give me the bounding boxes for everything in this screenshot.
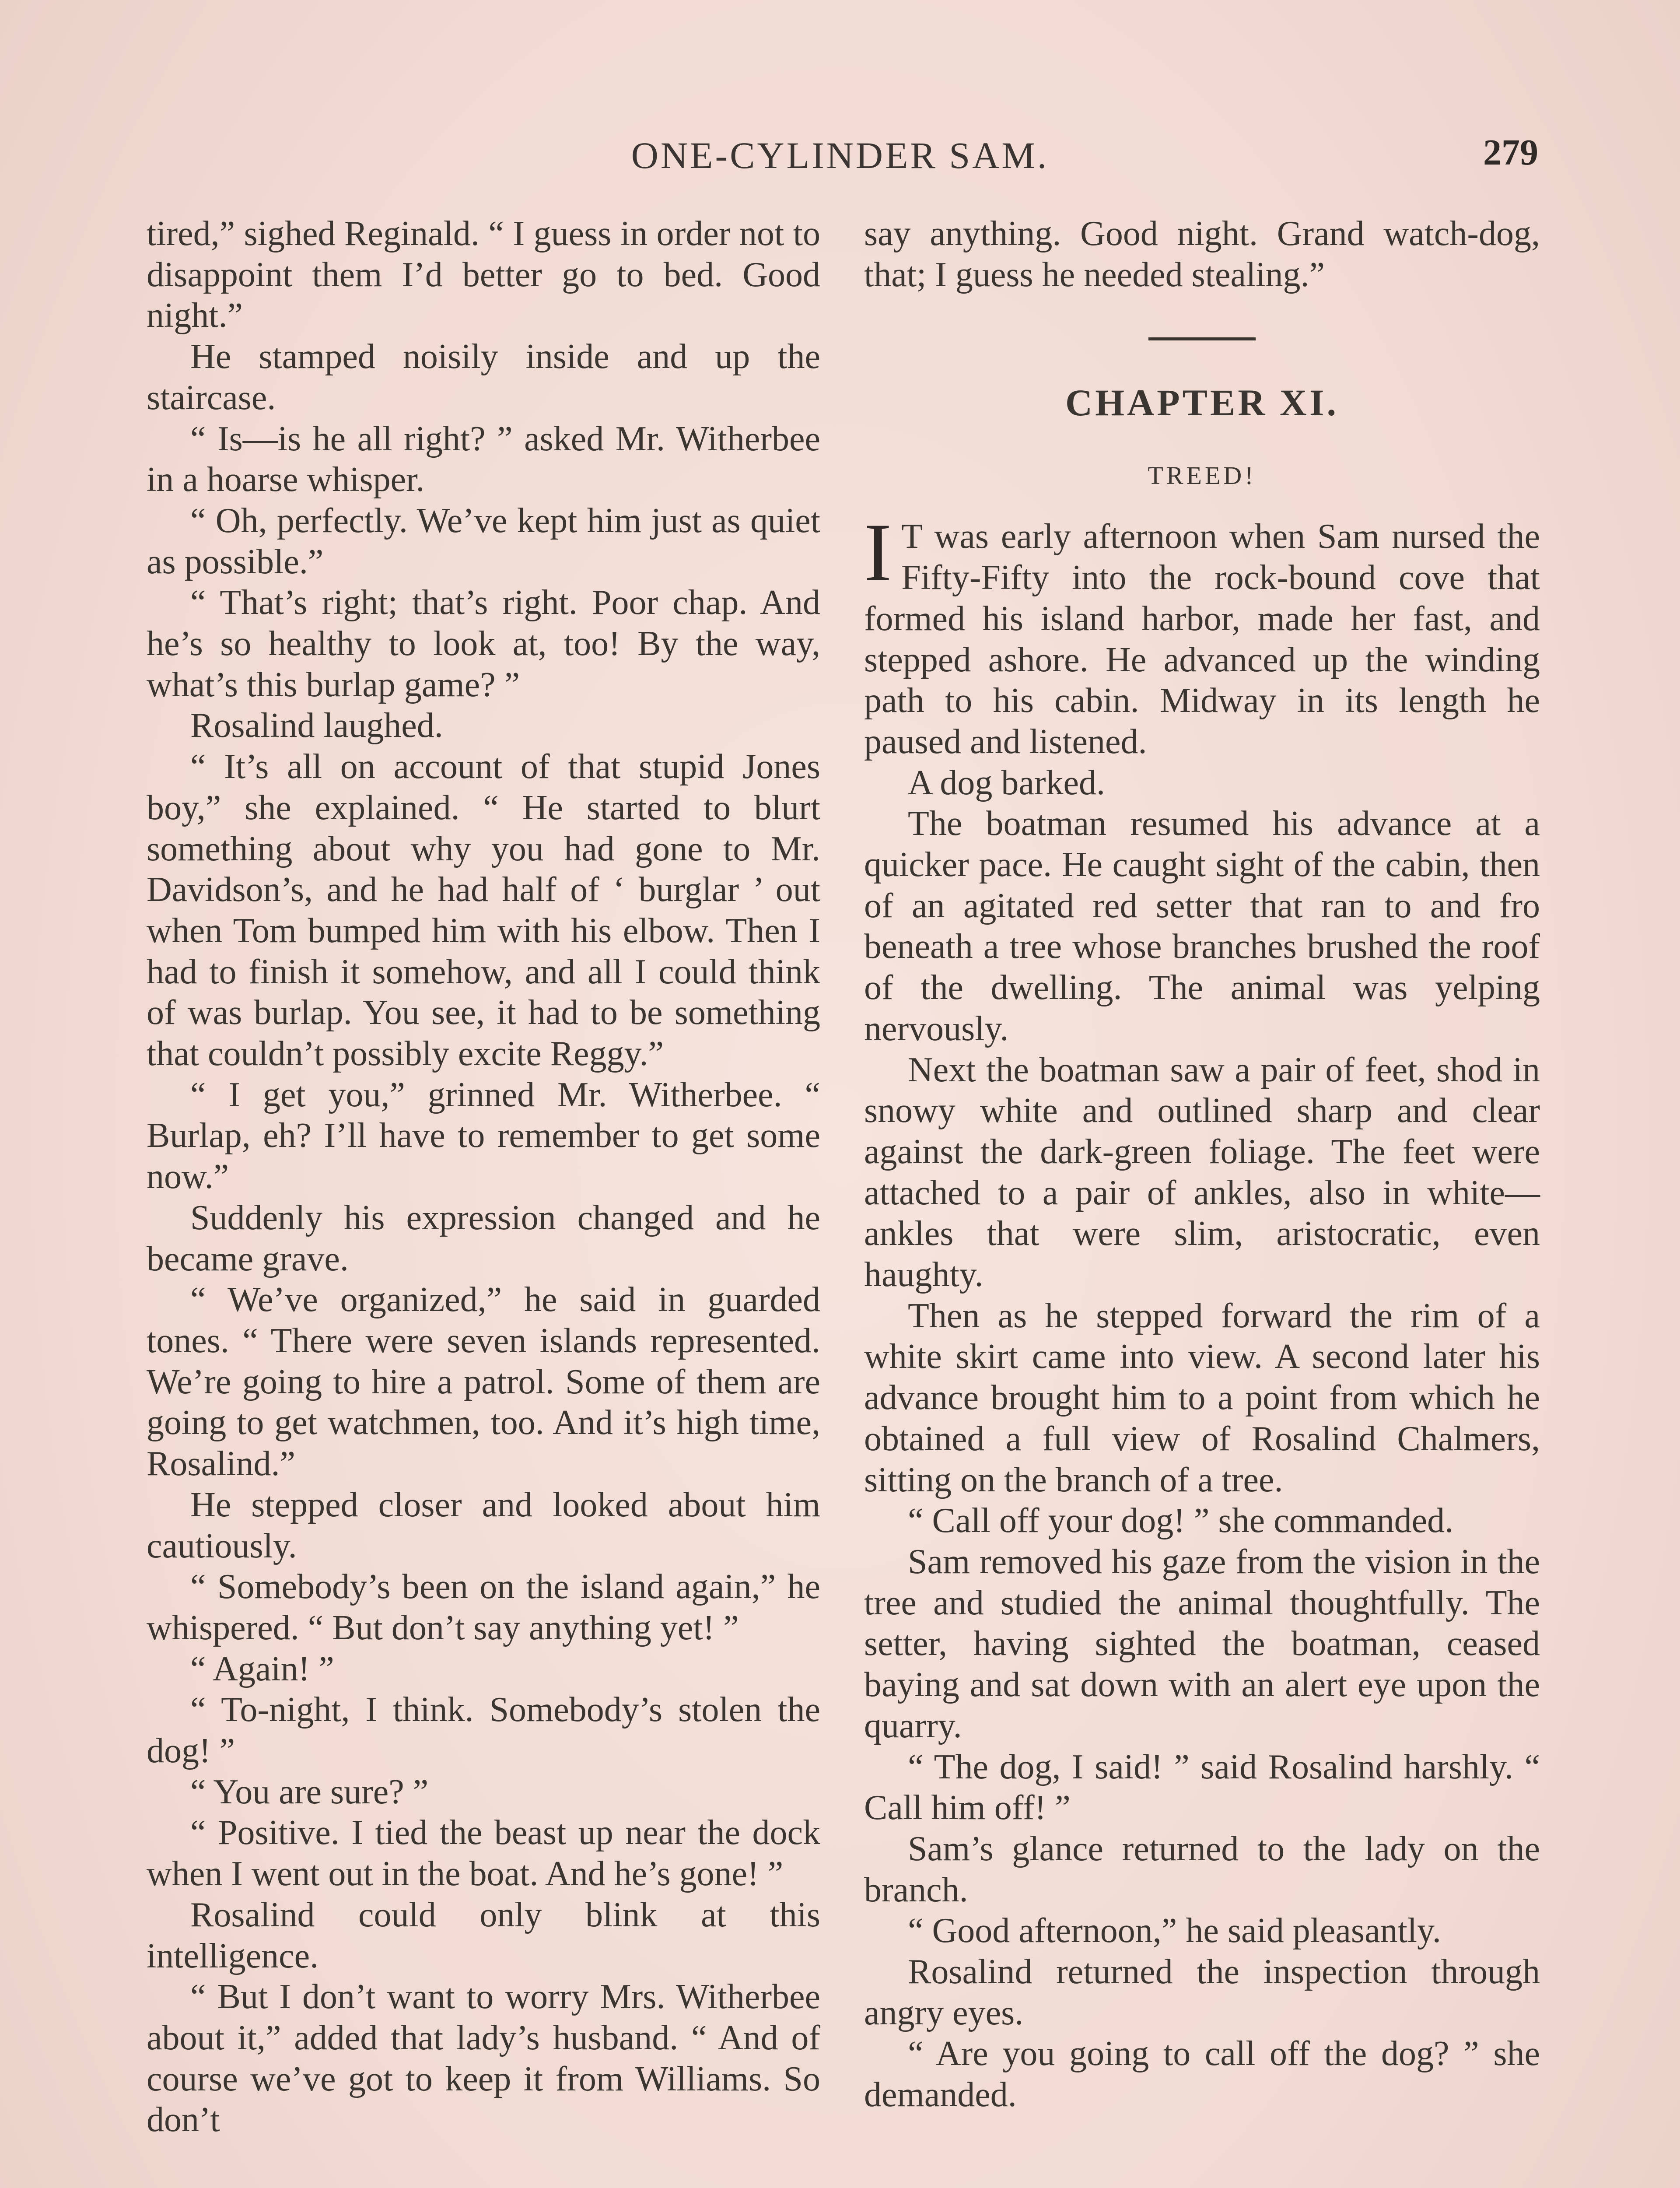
paragraph: “ Call off your dog! ” she commanded.: [908, 1501, 1454, 1540]
paragraph: “ I get you,” grinned Mr. Witherbee. “ Burlap, eh? I’ll have to remember to get some now.”: [147, 1075, 820, 1196]
right-column: [864, 214, 1540, 2116]
drop-cap: I: [864, 507, 892, 599]
paragraph: “ The dog, I said! ” said Rosalind harshly. “ Call him off! ”: [864, 1747, 1540, 1827]
paragraph: “ We’ve organized,” he said in guarded tones. “ There were seven islands represented. We’re going to hire a patrol. Some of them are going to get watchmen, too. And it’s high time, Rosalind.”: [147, 1280, 820, 1483]
paragraph: “ Positive. I tied the beast up near the dock when I went out in the boat. And he’s gone! ”: [147, 1813, 820, 1893]
paragraph: “ Again! ”: [190, 1649, 334, 1688]
paragraph: Next the boatman saw a pair of feet, shod in snowy white and outlined sharp and clear against the dark-green foliage. The feet were attached to a pair of ankles, also in white—ankles that were slim, aristocratic, even haughty.: [864, 1050, 1540, 1294]
paragraph: “ Oh, perfectly. We’ve kept him just as quiet as possible.”: [147, 501, 820, 581]
paragraph: Rosalind laughed.: [190, 706, 443, 745]
chapter-heading: CHAPTER XI.: [1065, 382, 1339, 424]
paragraph: tired,” sighed Reginald. “ I guess in order not to disappoint them I’d better go to bed. Good night.”: [147, 214, 820, 335]
paragraph: “ Somebody’s been on the island again,” he whispered. “ But don’t say anything yet! ”: [147, 1567, 820, 1647]
paragraph: “ To-night, I think. Somebody’s stolen the dog! ”: [147, 1690, 820, 1771]
paragraph: Rosalind could only blink at this intelligence.: [147, 1895, 820, 1975]
paragraph: Suddenly his expression changed and he became grave.: [147, 1198, 820, 1278]
paragraph: Sam removed his gaze from the vision in the tree and studied the animal thoughtfully. The setter, having sighted the boatman, ceased baying and sat down with an alert eye upon the quarry.: [864, 1542, 1540, 1745]
paragraph: Rosalind returned the inspection through angry eyes.: [864, 1953, 1540, 2032]
paragraph: say anything. Good night. Grand watch-dog, that; I guess he needed stealing.”: [864, 214, 1540, 294]
section-rule: [1148, 337, 1256, 340]
paragraph: Then as he stepped forward the rim of a white skirt came into view. A second later his advance brought him to a point from which he obtained a full view of Rosalind Chalmers, sitting on the branch of a tree.: [864, 1296, 1540, 1499]
paragraph: “ Is—is he all right? ” asked Mr. Witherbee in a hoarse whisper.: [147, 419, 820, 499]
paragraph: “ It’s all on account of that stupid Jones boy,” she explained. “ He started to blurt something about why you had gone to Mr. Davidson’s, and he had half of ‘ burglar ’ out when Tom bumped him with his elbow. Then I had to finish it somehow, and all I could think of was burlap. You see, it had to be something that couldn’t possibly excite Reggy.”: [147, 747, 820, 1073]
paragraph: “ You are sure? ”: [190, 1772, 429, 1811]
paragraph: “ Are you going to call off the dog? ” she demanded.: [864, 2034, 1540, 2114]
paragraph: “ That’s right; that’s right. Poor chap. And he’s so healthy to look at, too! By the way, what’s this burlap game? ”: [147, 583, 820, 704]
left-column: [147, 214, 820, 2141]
chapter-subheading: TREED!: [1148, 461, 1256, 490]
opening-paragraph-text: T was early afternoon when Sam nursed the Fifty-Fifty into the rock-bound cove that formed his island harbor, made her fast, and stepped ashore. He advanced up the winding path to his cabin. Midway in its length he paused and listened.: [864, 517, 1540, 761]
paragraph: “ But I don’t want to worry Mrs. Witherbee about it,” added that lady’s husband. “ And of course we’ve got to keep it from Williams. So don’t: [147, 1978, 820, 2139]
paragraph: A dog barked.: [908, 763, 1106, 802]
paragraph: Sam’s glance returned to the lady on the branch.: [864, 1829, 1540, 1909]
opening-paragraph: [864, 507, 1540, 762]
page-number: 279: [1483, 132, 1538, 173]
running-title: ONE-CYLINDER SAM.: [631, 134, 1049, 176]
paragraph: He stamped noisily inside and up the staircase.: [147, 337, 820, 417]
paragraph: “ Good afternoon,” he said pleasantly.: [908, 1911, 1441, 1950]
paragraph: He stepped closer and looked about him cautiously.: [147, 1485, 820, 1565]
paragraph: The boatman resumed his advance at a quicker pace. He caught sight of the cabin, then of an agitated red setter that ran to and fro beneath a tree whose branches brushed the roof of the dwelling. The animal was yelping nervously.: [864, 804, 1540, 1048]
